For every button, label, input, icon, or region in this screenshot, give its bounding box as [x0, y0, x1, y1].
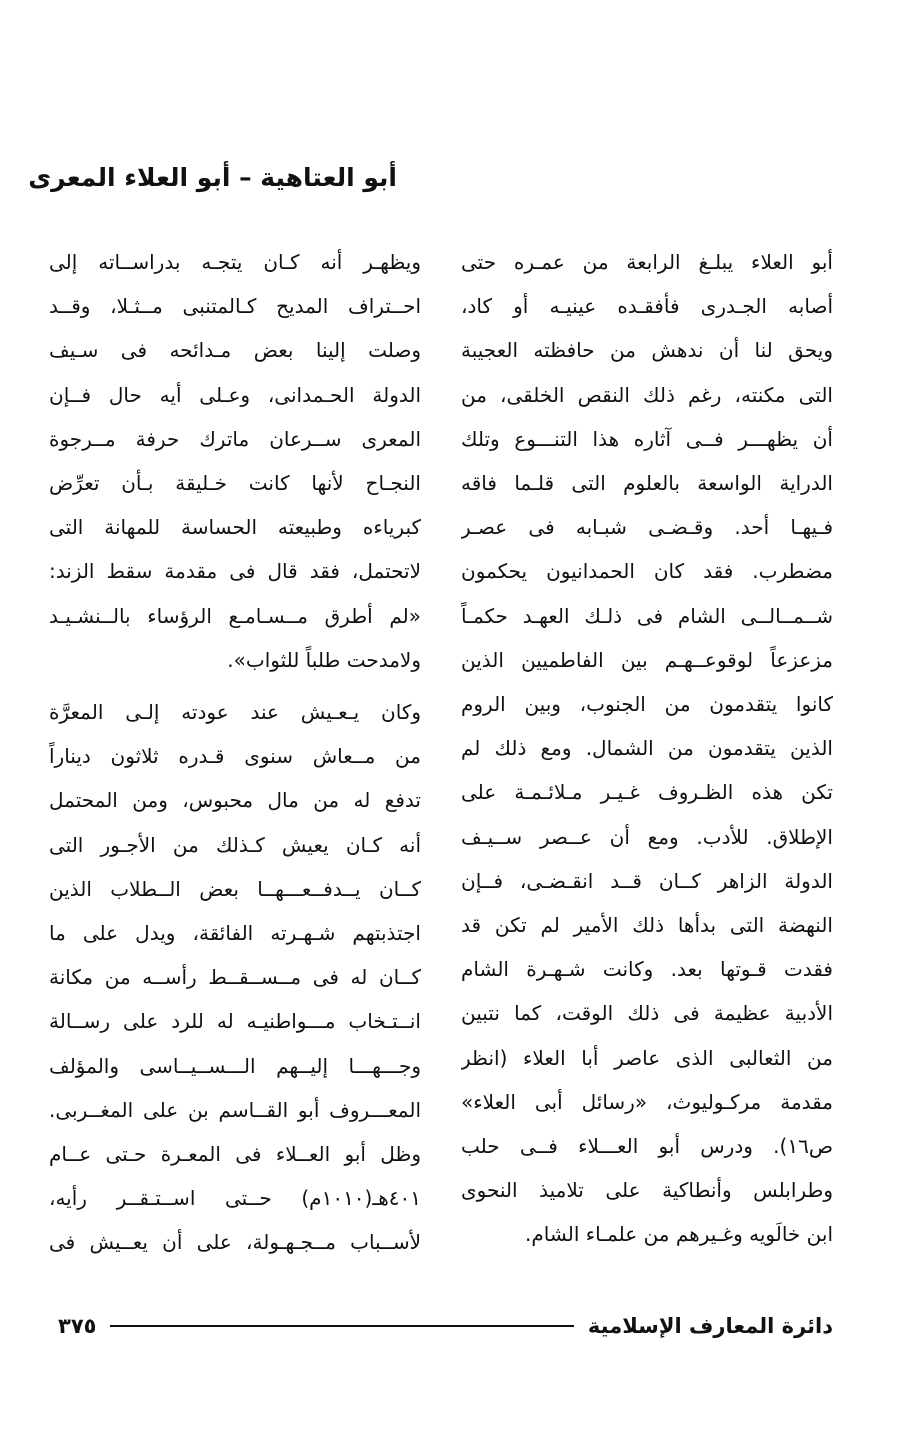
- text-line: وجـــهـــا إليــهم الـــســيــاسى والمؤلف: [49, 1053, 421, 1078]
- text-line: أنه كـان يعيش كـذلك من الأجـور التى: [49, 832, 421, 857]
- text-line: ٤٠١هـ(١٠١٠م) حــتى اســتـقــر رأيه،: [49, 1186, 421, 1211]
- text-line: من الثعالبى الذى عاصر أبا العلاء (انظر: [461, 1045, 833, 1070]
- text-line: لاتحتمل، فقد قال فى مقدمة سقط الزند:: [49, 559, 421, 584]
- footer-publication-title: دائرة المعارف الإسلامية: [587, 1314, 833, 1338]
- text-line: الأدبية عظيمة فى ذلك الوقت، كما نتبين: [461, 1001, 833, 1026]
- left-column: [49, 240, 421, 1265]
- right-column: [461, 240, 833, 1257]
- text-line: أن يظهـــر فــى آثاره هذا التنـــوع وتلك: [461, 426, 833, 451]
- text-line: فقدت قـوتها بعد. وكانت شـهـرة الشام: [461, 957, 833, 982]
- running-header: أبو العتاهية – أبو العلاء المعرى: [28, 163, 397, 192]
- text-line: «لم أطرق مــسـامـع الرؤساء بالــنشـيـد: [49, 603, 421, 628]
- text-line: ابن خالَويه وغـيرهم من علمـاء الشام.: [525, 1222, 833, 1247]
- paragraph-gap: [49, 682, 421, 690]
- left-column-paragraph-2: [49, 690, 421, 1265]
- text-line: تدفع له من مال محبوس، ومن المحتمل: [49, 788, 421, 813]
- text-line: وظل أبو العــلاء فى المعـرة حـتى عــام: [49, 1142, 421, 1167]
- text-line: الإطلاق. للأدب. ومع أن عــصر ســيـف: [461, 824, 833, 849]
- text-line: كــان يــدفــعـــهــا بعض الــطلاب الذين: [49, 876, 421, 901]
- text-line: انــتـخاب مـــواطنيـه له للرد على رســالة: [49, 1009, 421, 1034]
- text-line: كبرياءه وطبيعته الحساسة للمهانة التى: [49, 515, 421, 540]
- text-line: الدولة الزاهر كــان قــد انقـضـى، فــإن: [461, 868, 833, 893]
- text-line: كــان له فى مــســقــط رأســه من مكانة: [49, 965, 421, 990]
- text-line: أبو العلاء يبلـغ الرابعة من عمـره حتى: [461, 250, 833, 274]
- text-line: مضطرب. فقد كان الحمدانيون يحكمون: [461, 559, 833, 584]
- text-line: النجـاح لأنها كانت خـليقة بـأن تعرِّض: [49, 471, 421, 496]
- text-line: الدولة الحـمدانى، وعـلى أيه حال فــإن: [49, 382, 421, 407]
- text-line: ويحق لنا أن ندهش من حافظته العجيبة: [461, 338, 833, 363]
- text-line: الذين يتقدمون من الشمال. ومع ذلك لم: [461, 736, 833, 761]
- text-line: التى مكنته، رغم ذلك النقص الخلقى، من: [461, 382, 833, 407]
- text-line: مزعزعاً لوقوعــهـم بين الفاطميين الذين: [461, 647, 833, 672]
- text-line: الدراية الواسعة بالعلوم التى قلـما فاقه: [461, 471, 833, 496]
- text-line: ويظهـر أنه كـان يتجـه بدراســاته إلى: [49, 250, 421, 274]
- footer-rule: [110, 1325, 573, 1327]
- text-line: من مــعاش سنوى قـدره ثلاثون ديناراً: [49, 744, 421, 769]
- text-line: تكن هذه الظـروف غـيـر مـلائـمـة على: [461, 780, 833, 805]
- left-column-paragraph-1: [49, 240, 421, 682]
- right-column-paragraph: [461, 240, 833, 1257]
- text-line: كانوا يتقدمون من الجنوب، وبين الروم: [461, 692, 833, 717]
- text-line: احــتراف المديح كـالمتنبى مــثـلا، وقــد: [49, 294, 421, 319]
- text-line: فـيهـا أحد. وقـضـى شبـابه فى عصـر: [461, 515, 833, 540]
- text-line: النهضة التى بدأها ذلك الأمير لم تكن قد: [461, 913, 833, 938]
- text-line: ص١٦). ودرس أبو العـــلاء فــى حلب: [461, 1134, 833, 1159]
- page-footer: [58, 1306, 833, 1346]
- text-line: وطرابلس وأنطاكية على تلاميذ النحوى: [461, 1178, 833, 1203]
- text-line: ولامدحت طلباً للثواب».: [227, 647, 421, 672]
- text-line: المعرى ســرعان ماترك حرفة مــرجوة: [49, 426, 421, 451]
- text-line: المعـــروف أبو القــاسم بن على المغــربى.: [49, 1097, 421, 1122]
- text-line: شــمــالــى الشام فى ذلـك العهـد حكمـاً: [461, 603, 833, 628]
- page-number: ٣٧٥: [58, 1314, 97, 1338]
- text-line: وصلت إلينا بعض مـدائحه فى سـيف: [49, 338, 421, 363]
- text-line: أصابه الجـدرى فأفقـده عينيـه أو كاد،: [461, 294, 833, 319]
- text-line: مقدمة مركـوليوث، «رسائل أبى العلاء»: [461, 1089, 833, 1114]
- text-line: اجتذبتهم شـهـرته الفائقة، ويدل على ما: [49, 921, 421, 946]
- text-line: لأســباب مــجـهـولة، على أن يعــيش فى: [49, 1230, 421, 1255]
- text-line: وكان يـعـيش عند عودته إلـى المعرَّة: [49, 700, 421, 725]
